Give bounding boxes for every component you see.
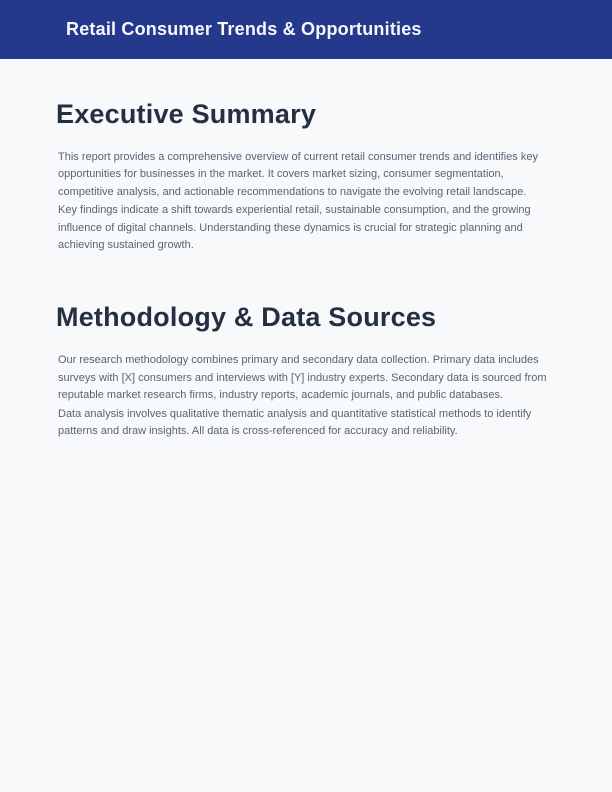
methodology-paragraph-1: Our research methodology combines primary and secondary data collection. Primary data includes surveys with [X] consumers and interviews with [Y] industry experts. Secondary data is sourced from reputable market research firms, industry reports, academic journals, and public databases. (58, 354, 547, 402)
methodology-paragraph-2: Data analysis involves qualitative thematic analysis and quantitative statistical methods to identify patterns and draw insights. All data is cross-referenced for accuracy and reliability. (58, 407, 532, 438)
report-title: Retail Consumer Trends & Opportunities (66, 19, 422, 39)
section-heading-methodology: Methodology & Data Sources (56, 302, 437, 333)
report-content (0, 59, 612, 440)
executive-summary-paragraph-1: This report provides a comprehensive overview of current retail consumer trends and identifies key opportunities for businesses in the market. It covers market sizing, consumer segmentation, competitive analysis, and actionable recommendations to navigate the evolving retail landscape. (58, 151, 538, 198)
section-heading-executive-summary: Executive Summary (56, 99, 317, 129)
section-methodology-data-sources (56, 302, 555, 440)
report-header-bar (0, 0, 612, 59)
section-executive-summary (56, 99, 555, 254)
executive-summary-paragraph-2: Key findings indicate a shift towards experiential retail, sustainable consumption, and the growing influence of digital channels. Understanding these dynamics is crucial for strategic planning and achieving sustained growth. (58, 204, 531, 252)
